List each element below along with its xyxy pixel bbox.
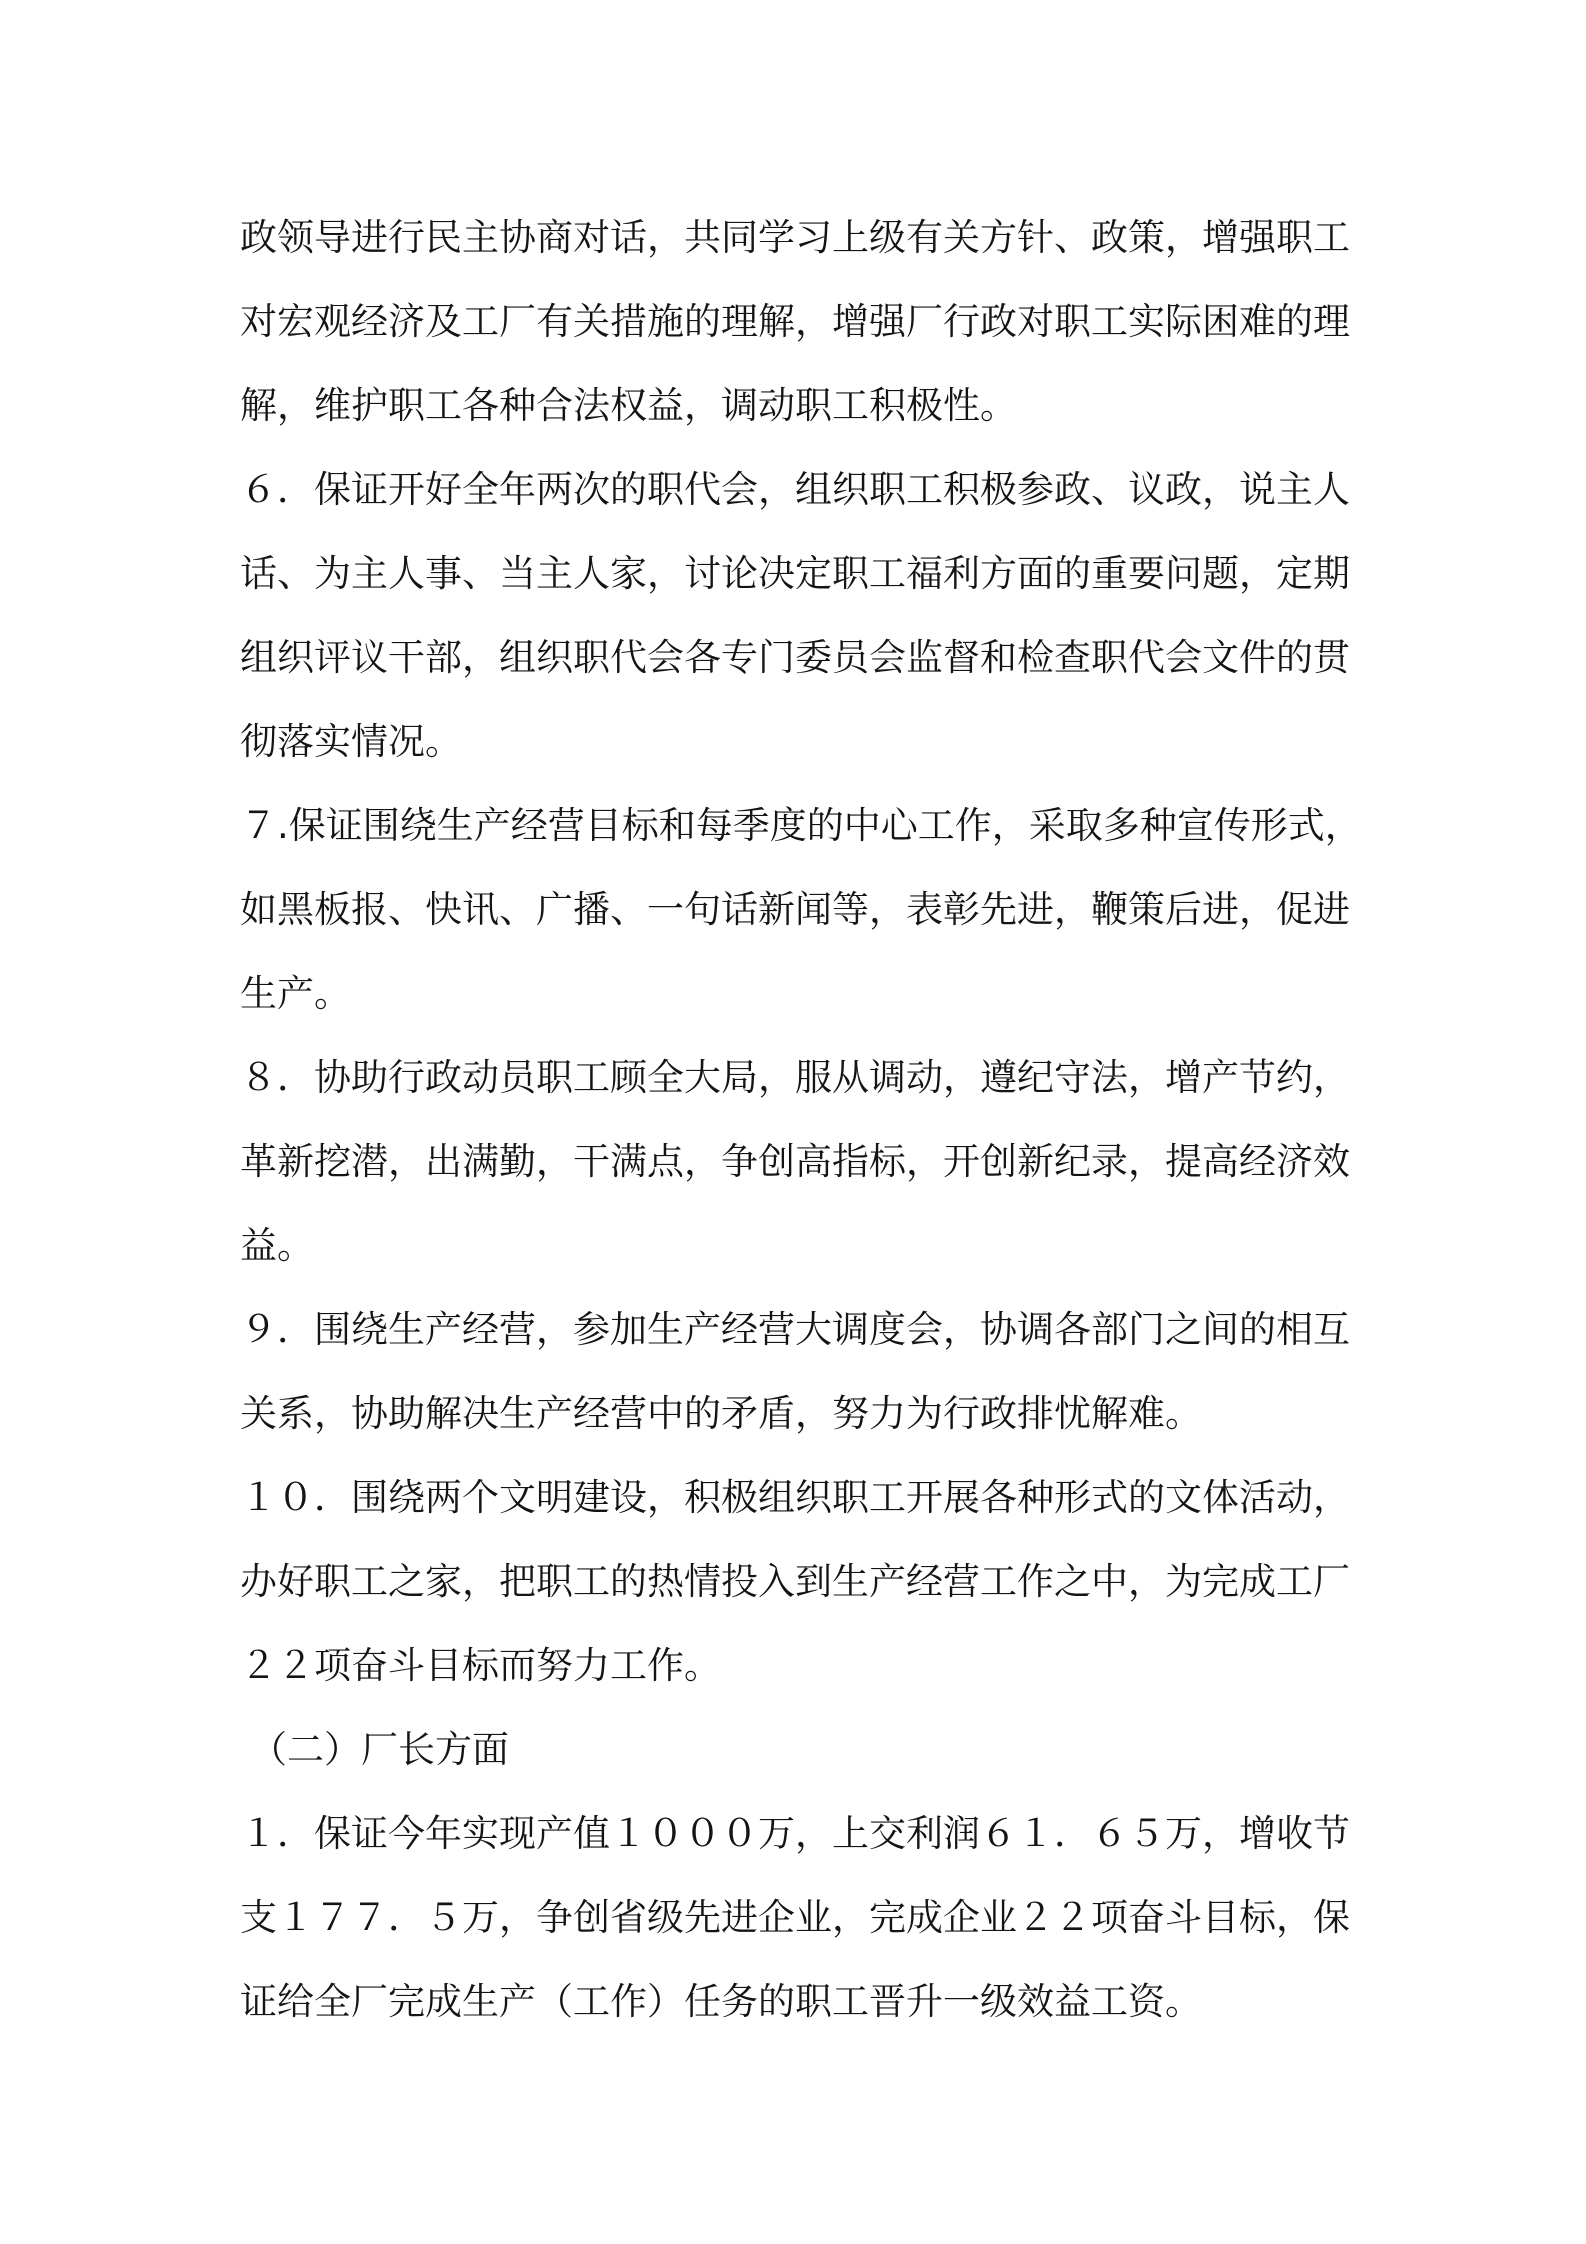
text-line: ９．围绕生产经营，参加生产经营大调度会，协调各部门之间的相互 — [240, 1308, 1350, 1351]
text-line: 话、为主人事、当主人家，讨论决定职工福利方面的重要问题，定期 — [240, 552, 1350, 595]
section-heading: （二）厂长方面 — [250, 1728, 509, 1771]
text-line: 证给全厂完成生产（工作）任务的职工晋升一级效益工资。 — [240, 1980, 1202, 2023]
text-line: 支１７７．５万，争创省级先进企业，完成企业２２项奋斗目标，保 — [240, 1896, 1350, 1939]
text-line: ２２项奋斗目标而努力工作。 — [240, 1644, 721, 1687]
text-line: 政领导进行民主协商对话，共同学习上级有关方针、政策，增强职工 — [240, 216, 1350, 259]
text-line: 革新挖潜，出满勤，干满点，争创高指标，开创新纪录，提高经济效 — [240, 1140, 1350, 1183]
document-body — [240, 196, 1362, 2044]
text-line: 彻落实情况。 — [240, 720, 462, 763]
text-line: 解，维护职工各种合法权益，调动职工积极性。 — [240, 384, 1017, 427]
text-line: ８．协助行政动员职工顾全大局，服从调动，遵纪守法，增产节约， — [240, 1056, 1350, 1099]
text-line: 如黑板报、快讯、广播、一句话新闻等，表彰先进，鞭策后进，促进 — [240, 888, 1350, 931]
text-line: 组织评议干部，组织职代会各专门委员会监督和检查职代会文件的贯 — [240, 636, 1350, 679]
text-line: １０．围绕两个文明建设，积极组织职工开展各种形式的文体活动， — [240, 1476, 1350, 1519]
text-line: 益。 — [240, 1224, 314, 1267]
text-line: １．保证今年实现产值１０００万，上交利润６１．６５万，增收节 — [240, 1812, 1350, 1855]
text-line: ６．保证开好全年两次的职代会，组织职工积极参政、议政，说主人 — [240, 468, 1350, 511]
text-line: 关系，协助解决生产经营中的矛盾，努力为行政排忧解难。 — [240, 1392, 1202, 1435]
text-line: 对宏观经济及工厂有关措施的理解，增强厂行政对职工实际困难的理 — [240, 300, 1350, 343]
text-line: 办好职工之家，把职工的热情投入到生产经营工作之中，为完成工厂 — [240, 1560, 1350, 1603]
text-line: ７.保证围绕生产经营目标和每季度的中心工作，采取多种宣传形式， — [240, 804, 1362, 847]
text-line: 生产。 — [240, 972, 351, 1015]
